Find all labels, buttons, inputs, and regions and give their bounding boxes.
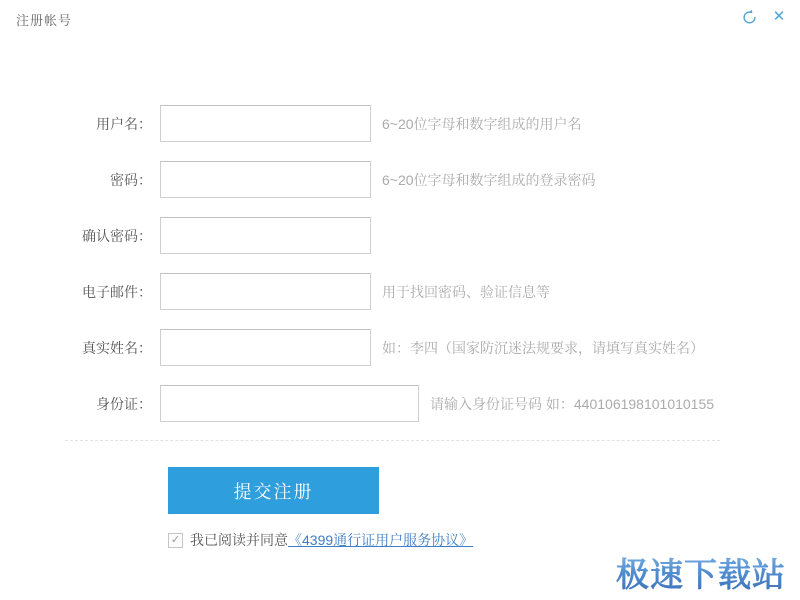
refresh-icon-svg xyxy=(741,9,758,26)
form-row-email xyxy=(0,273,800,310)
agreement-text: 我已阅读并同意 xyxy=(190,532,288,548)
id-card-label: 身份证： xyxy=(96,395,152,412)
password-hint: 6~20位字母和数字组成的登录密码 xyxy=(382,171,596,188)
agreement-checkbox[interactable] xyxy=(168,533,183,548)
agreement-row xyxy=(168,530,473,550)
form-row-id-card xyxy=(0,385,800,422)
username-hint: 6~20位字母和数字组成的用户名 xyxy=(382,115,582,132)
username-input[interactable] xyxy=(160,105,371,142)
site-watermark: 极速下载站 xyxy=(616,549,786,596)
form-row-real-name xyxy=(0,329,800,366)
real-name-label: 真实姓名： xyxy=(82,339,152,356)
confirm-password-label: 确认密码： xyxy=(82,227,152,244)
id-card-hint: 请输入身份证号码 如：440106198101010155 xyxy=(430,395,715,412)
password-input[interactable] xyxy=(160,161,371,198)
email-input[interactable] xyxy=(160,273,371,310)
username-label: 用户名： xyxy=(96,115,152,132)
email-label: 电子邮件： xyxy=(82,283,152,300)
form-row-password xyxy=(0,161,800,198)
service-agreement-link[interactable]: 《4399通行证用户服务协议》 xyxy=(288,532,474,548)
real-name-input[interactable] xyxy=(160,329,371,366)
submit-register-button[interactable]: 提交注册 xyxy=(168,467,379,514)
page-title: 注册帐号 xyxy=(16,13,73,28)
email-hint: 用于找回密码、验证信息等 xyxy=(382,283,550,300)
window-controls xyxy=(740,8,788,26)
form-row-confirm-password xyxy=(0,217,800,254)
form-row-username xyxy=(0,105,800,142)
close-icon[interactable]: ✕ xyxy=(772,8,786,25)
id-card-input[interactable] xyxy=(160,385,419,422)
refresh-icon[interactable] xyxy=(740,8,758,26)
section-divider xyxy=(65,440,720,441)
checkmark-icon: ✓ xyxy=(170,533,181,546)
real-name-hint: 如：李四（国家防沉迷法规要求，请填写真实姓名） xyxy=(382,339,704,356)
password-label: 密码： xyxy=(110,171,152,188)
register-form xyxy=(0,105,800,441)
confirm-password-input[interactable] xyxy=(160,217,371,254)
